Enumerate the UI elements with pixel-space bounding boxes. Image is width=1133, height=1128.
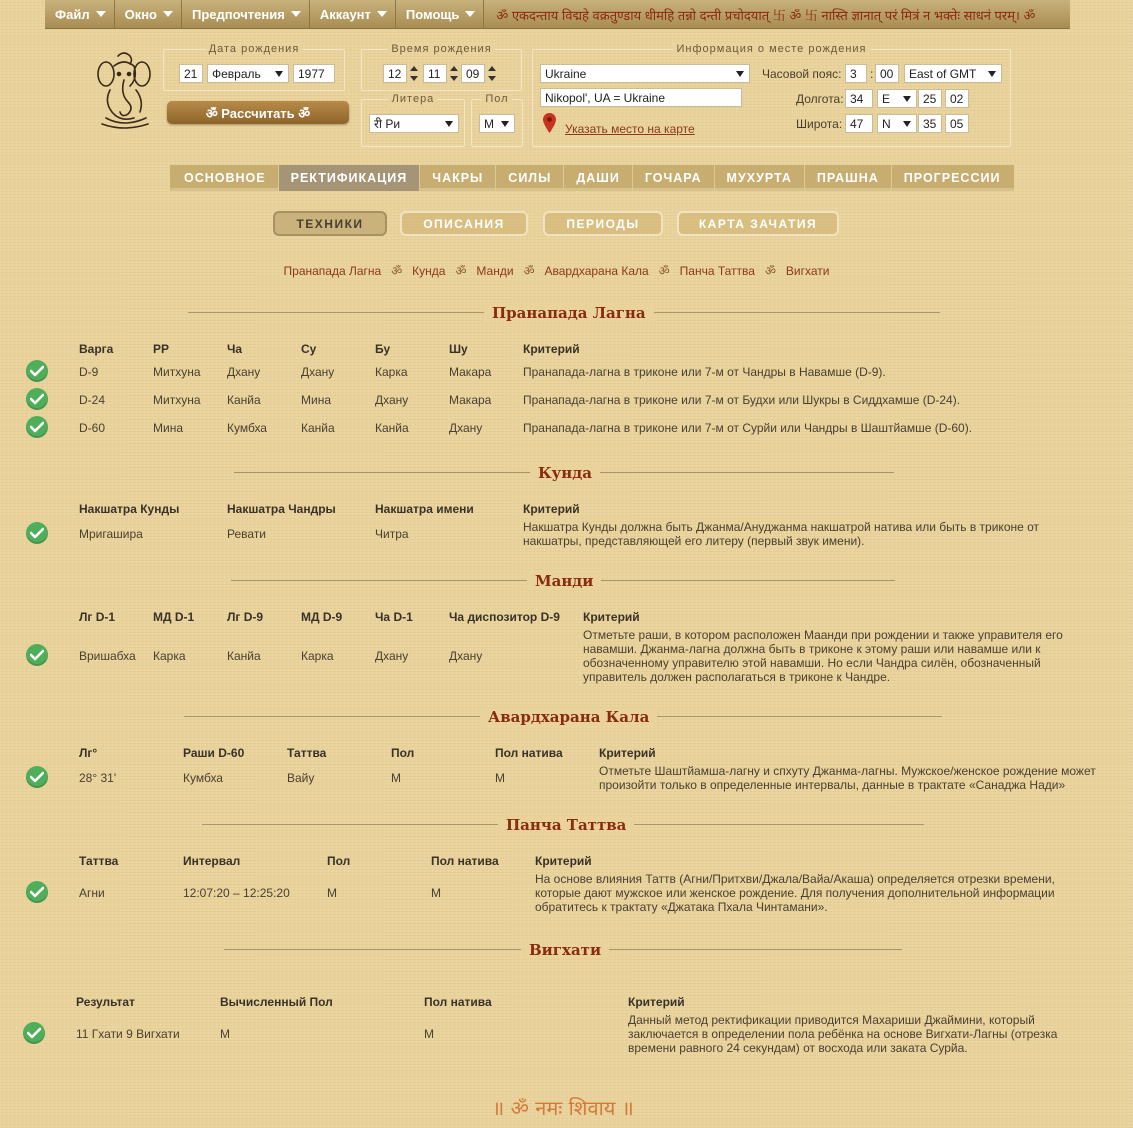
pancha-header: Интервал bbox=[183, 854, 241, 868]
avardharana-header: Пол натива bbox=[495, 746, 563, 760]
table-cell: Кумбха bbox=[227, 421, 267, 435]
table-cell: Митхуна bbox=[153, 365, 201, 379]
gender-legend: Пол bbox=[482, 93, 511, 105]
longitude-label: Долгота: bbox=[796, 92, 844, 106]
place-legend: Информация о месте рождения bbox=[673, 43, 869, 55]
table-cell: Мригашира bbox=[79, 527, 143, 541]
city-input[interactable]: Nikopol', UA = Ukraine bbox=[540, 88, 742, 107]
pranapada-header: Бу bbox=[375, 342, 391, 356]
tab-muhurta[interactable]: МУХУРТА bbox=[715, 165, 805, 191]
table-cell: 12:07:20 – 12:25:20 bbox=[183, 886, 290, 900]
hour-spinner[interactable] bbox=[410, 64, 419, 83]
pancha-header: Пол натива bbox=[431, 854, 499, 868]
criterion-text: Данный метод ректификации приводится Махариши Джаймини, который заключается в определении пола ребёнка на основе Вигхати-Лагны (отрезка времени равного 24 секундам) от восхода или заката Сурйа. bbox=[628, 1013, 1058, 1055]
menu-bar bbox=[45, 0, 1070, 29]
om-separator-icon: ॐ bbox=[764, 264, 776, 278]
birth-month-select[interactable] bbox=[207, 64, 289, 83]
kunda-header: Накшатра имени bbox=[375, 502, 474, 516]
kunda-header: Критерий bbox=[523, 502, 580, 516]
section-anchors bbox=[0, 262, 1113, 279]
timezone-direction-select[interactable] bbox=[904, 64, 1002, 83]
check-icon bbox=[26, 360, 48, 382]
table-cell: Канйа bbox=[301, 421, 335, 435]
map-pin-icon[interactable] bbox=[543, 113, 556, 133]
vighati-header: Вычисленный Пол bbox=[220, 995, 333, 1009]
table-cell: Макара bbox=[449, 365, 492, 379]
letter-select[interactable] bbox=[369, 114, 459, 133]
calculate-button[interactable]: ॐ Рассчитать ॐ bbox=[167, 101, 349, 124]
spin-down-icon[interactable] bbox=[450, 76, 458, 81]
letter-legend: Литера bbox=[389, 93, 438, 105]
mandi-header: Лг D-1 bbox=[79, 610, 116, 624]
vighati-header: Результат bbox=[76, 995, 135, 1009]
longitude-minutes-input[interactable]: 25 bbox=[918, 89, 942, 108]
table-cell: M bbox=[431, 886, 441, 900]
latitude-minutes-input[interactable]: 35 bbox=[918, 114, 942, 133]
avardharana-header: Раши D-60 bbox=[183, 746, 245, 760]
table-cell: Канйа bbox=[227, 393, 261, 407]
check-icon bbox=[26, 766, 48, 788]
pranapada-header: Варга bbox=[79, 342, 114, 356]
menu-file-label: Файл bbox=[55, 6, 90, 22]
latitude-degrees-input[interactable]: 47 bbox=[845, 114, 873, 133]
table-cell: Вайу bbox=[287, 771, 315, 785]
mandi-header: Ча D-1 bbox=[375, 610, 413, 624]
timezone-hours-input[interactable]: 3 bbox=[845, 64, 867, 83]
tab-chakras[interactable]: ЧАКРЫ bbox=[420, 165, 496, 191]
latitude-direction-value: N bbox=[882, 117, 891, 131]
table-cell: Канйа bbox=[375, 421, 409, 435]
table-cell: Макара bbox=[449, 393, 492, 407]
avardharana-header: Критерий bbox=[599, 746, 656, 760]
timezone-minutes-input[interactable]: 00 bbox=[875, 64, 899, 83]
anchor-vighati[interactable]: Вигхати bbox=[785, 264, 830, 278]
criterion-text: Отметьте раши, в котором расположен Маанди при рождении и также управителя его навамши. Джанма-лагна должна быть в триконе к этому раши или навамше или к обозначенному управителю этой навамши. Но если Чандра силён, обозначенный управитель должен располагаться в триконе к Чандре. bbox=[583, 628, 1063, 684]
timezone-direction-value: East of GMT bbox=[909, 67, 977, 81]
birth-date-legend: Дата рождения bbox=[206, 43, 303, 55]
om-separator-icon: ॐ bbox=[391, 264, 403, 278]
country-value: Ukraine bbox=[545, 67, 587, 81]
avardharana-title: Авардхарана Кала bbox=[480, 708, 657, 726]
table-cell: Карка bbox=[375, 365, 408, 379]
om-separator-icon: ॐ bbox=[455, 264, 467, 278]
spin-up-icon[interactable] bbox=[488, 66, 496, 71]
table-cell: M bbox=[495, 771, 505, 785]
letter-value: री Ри bbox=[374, 117, 401, 131]
spin-down-icon[interactable] bbox=[410, 76, 418, 81]
table-cell: M bbox=[424, 1027, 434, 1041]
table-cell: Канйа bbox=[227, 649, 261, 663]
check-icon bbox=[23, 1022, 45, 1044]
table-cell: Мина bbox=[301, 393, 331, 407]
menu-window[interactable] bbox=[115, 0, 182, 29]
tab-gochara[interactable]: ГОЧАРА bbox=[633, 165, 715, 191]
pancha-header: Критерий bbox=[535, 854, 592, 868]
table-cell: D-24 bbox=[79, 393, 106, 407]
birth-minute-input[interactable]: 11 bbox=[423, 64, 447, 83]
ganesha-logo-icon bbox=[96, 50, 154, 130]
pancha-tattva-title: Панча Таттва bbox=[498, 816, 634, 834]
longitude-degrees-input[interactable]: 34 bbox=[845, 89, 873, 108]
chevron-down-icon bbox=[377, 11, 387, 17]
mandi-header: Критерий bbox=[583, 610, 640, 624]
vighati-header: Пол натива bbox=[424, 995, 492, 1009]
table-cell: 11 Гхати 9 Вигхати bbox=[76, 1027, 180, 1041]
table-cell: Дхану bbox=[449, 649, 483, 663]
om-separator-icon: ॐ bbox=[658, 264, 670, 278]
check-icon bbox=[26, 416, 48, 438]
longitude-direction-value: E bbox=[882, 92, 891, 106]
pranapada-title: Пранапада Лагна bbox=[484, 304, 654, 322]
mandi-header: МД D-1 bbox=[153, 610, 195, 624]
tab-strengths[interactable]: СИЛЫ bbox=[496, 165, 564, 191]
vighati-title: Вигхати bbox=[521, 941, 609, 959]
table-cell: Вришабха bbox=[79, 649, 136, 663]
anchor-avardharana[interactable]: Авардхарана Кала bbox=[544, 264, 649, 278]
menu-preferences[interactable] bbox=[182, 0, 310, 29]
table-cell: Карка bbox=[301, 649, 334, 663]
latitude-seconds-input[interactable]: 05 bbox=[945, 114, 969, 133]
pranapada-header: Ча bbox=[227, 342, 243, 356]
table-cell: Агни bbox=[79, 886, 105, 900]
pancha-header: Таттва bbox=[79, 854, 119, 868]
tab-basic[interactable]: ОСНОВНОЕ bbox=[172, 165, 279, 191]
om-separator-icon: ॐ bbox=[523, 264, 535, 278]
subtab-techniques[interactable]: ТЕХНИКИ bbox=[273, 211, 387, 236]
kunda-header: Накшатра Кунды bbox=[79, 502, 180, 516]
tab-rectification[interactable]: РЕКТИФИКАЦИЯ bbox=[279, 165, 421, 191]
header-mantra: ॐ एकदन्ताय विद्महे वक्रतुण्डाय धीमहि तन्नो दन्ती प्रचोदयात् 卐 ॐ 卐 नास्ति ज्ञानात् परं मित्रं न भक्तेः साधनं परम्। ॐ bbox=[496, 7, 1036, 23]
map-link[interactable]: Указать место на карте bbox=[565, 122, 695, 136]
table-cell: 28° 31' bbox=[79, 771, 117, 785]
criterion-text: Отметьте Шаштйамша-лагну и спхуту Джанма-лагны. Мужское/женское рождение может произойти только в определенные интервалы, данные в трактате «Санаджа Нади» bbox=[599, 764, 1096, 792]
mandi-header: МД D-9 bbox=[301, 610, 343, 624]
longitude-direction-select[interactable] bbox=[877, 89, 917, 108]
spin-down-icon[interactable] bbox=[488, 76, 496, 81]
table-cell: Дхану bbox=[449, 421, 483, 435]
table-cell: Дхану bbox=[301, 365, 335, 379]
anchor-pranapada[interactable]: Пранапада Лагна bbox=[283, 264, 382, 278]
menu-file[interactable] bbox=[45, 0, 115, 29]
tab-prashna[interactable]: ПРАШНА bbox=[805, 165, 892, 191]
check-icon bbox=[26, 522, 48, 544]
gender-select[interactable] bbox=[479, 114, 515, 133]
birth-month-value: Февраль bbox=[212, 67, 261, 81]
tab-progressions[interactable]: ПРОГРЕССИИ bbox=[903, 171, 1001, 185]
table-cell: Дхану bbox=[227, 365, 261, 379]
menu-help-label: Помощь bbox=[405, 6, 460, 22]
timezone-label: Часовой пояс: bbox=[762, 67, 842, 81]
kunda-header: Накшатра Чандры bbox=[227, 502, 336, 516]
mandi-title: Манди bbox=[527, 572, 601, 590]
birth-hour-input[interactable]: 12 bbox=[383, 64, 407, 83]
birth-day-input[interactable]: 21 bbox=[179, 64, 203, 83]
kunda-title: Кунда bbox=[530, 464, 600, 482]
table-cell: Читра bbox=[375, 527, 409, 541]
menu-preferences-label: Предпочтения bbox=[192, 6, 285, 22]
avardharana-header: Таттва bbox=[287, 746, 327, 760]
chevron-down-icon bbox=[291, 11, 301, 17]
gender-value: M bbox=[484, 117, 494, 131]
subtab-periods[interactable]: ПЕРИОДЫ bbox=[543, 211, 663, 236]
birth-year-input[interactable]: 1977 bbox=[293, 64, 335, 83]
country-select[interactable] bbox=[540, 64, 750, 83]
table-cell: Пранапада-лагна в триконе или 7-м от Чандры в Навамше (D-9). bbox=[523, 365, 886, 379]
second-spinner[interactable] bbox=[488, 64, 497, 83]
menu-help[interactable] bbox=[396, 0, 484, 29]
pranapada-header: Су bbox=[301, 342, 317, 356]
anchor-mandi[interactable]: Манди bbox=[476, 264, 514, 278]
birth-second-input[interactable]: 09 bbox=[461, 64, 485, 83]
pancha-header: Пол bbox=[327, 854, 351, 868]
vighati-header: Критерий bbox=[628, 995, 685, 1009]
main-tabs bbox=[170, 165, 1014, 191]
table-cell: Пранапада-лагна в триконе или 7-м от Сурйи или Чандры в Шаштйамше (D-60). bbox=[523, 421, 973, 435]
criterion-text: На основе влияния Таттв (Агни/Притхви/Джала/Вайа/Акаша) определяется отрезки времени, которые дают мужское или женское рождение. Для получения дополнительной информации обратитесь к трактату «Джатака Пхала Чинтамани». bbox=[535, 872, 1055, 914]
check-icon bbox=[26, 644, 48, 666]
table-cell: M bbox=[391, 771, 401, 785]
menu-account[interactable] bbox=[310, 0, 396, 29]
table-cell: Мина bbox=[153, 421, 183, 435]
subtab-descriptions[interactable]: ОПИСАНИЯ bbox=[400, 211, 528, 236]
footer-mantra: ॥ ॐ नमः शिवाय ॥ bbox=[492, 1096, 634, 1120]
timezone-colon: : bbox=[870, 67, 874, 81]
menu-window-label: Окно bbox=[124, 6, 157, 22]
spin-up-icon[interactable] bbox=[450, 66, 458, 71]
table-cell: Дхану bbox=[375, 649, 409, 663]
mandi-header: Лг D-9 bbox=[227, 610, 264, 624]
table-cell: M bbox=[220, 1027, 230, 1041]
table-cell: Митхуна bbox=[153, 393, 201, 407]
check-icon bbox=[26, 881, 48, 903]
pranapada-header: Шу bbox=[449, 342, 468, 356]
table-cell: Кумбха bbox=[183, 771, 223, 785]
spin-up-icon[interactable] bbox=[410, 66, 418, 71]
menu-account-label: Аккаунт bbox=[319, 6, 371, 22]
chevron-down-icon bbox=[465, 11, 475, 17]
table-cell: M bbox=[327, 886, 337, 900]
criterion-text: Накшатра Кунды должна быть Джанма/Ануджанма накшатрой натива или быть в триконе от накшатры, представляющей его литеру (первый звук имени). bbox=[523, 520, 1040, 548]
table-cell: Карка bbox=[153, 649, 186, 663]
mandi-header: Ча диспозитор D-9 bbox=[449, 610, 560, 624]
avardharana-header: Лг° bbox=[79, 746, 98, 760]
latitude-label: Широта: bbox=[796, 117, 843, 131]
table-cell: D-9 bbox=[79, 365, 99, 379]
anchor-pancha-tattva[interactable]: Панча Таттва bbox=[679, 264, 755, 278]
chevron-down-icon bbox=[96, 11, 106, 17]
longitude-seconds-input[interactable]: 02 bbox=[945, 89, 969, 108]
check-icon bbox=[26, 388, 48, 410]
birth-time-legend: Время рождения bbox=[388, 43, 494, 55]
minute-spinner[interactable] bbox=[450, 64, 459, 83]
tab-dashas[interactable]: ДАШИ bbox=[564, 165, 632, 191]
table-cell: Пранапада-лагна в триконе или 7-м от Будхи или Шукры в Сиддхамше (D-24). bbox=[523, 393, 961, 407]
table-cell: D-60 bbox=[79, 421, 106, 435]
chevron-down-icon bbox=[163, 11, 173, 17]
latitude-direction-select[interactable] bbox=[877, 114, 917, 133]
table-cell: Ревати bbox=[227, 527, 266, 541]
avardharana-header: Пол bbox=[391, 746, 415, 760]
table-cell: Дхану bbox=[375, 393, 409, 407]
subtab-conception-chart[interactable]: КАРТА ЗАЧАТИЯ bbox=[677, 211, 839, 236]
anchor-kunda[interactable]: Кунда bbox=[412, 264, 446, 278]
pranapada-header: Критерий bbox=[523, 342, 580, 356]
pranapada-header: РР bbox=[153, 342, 170, 356]
